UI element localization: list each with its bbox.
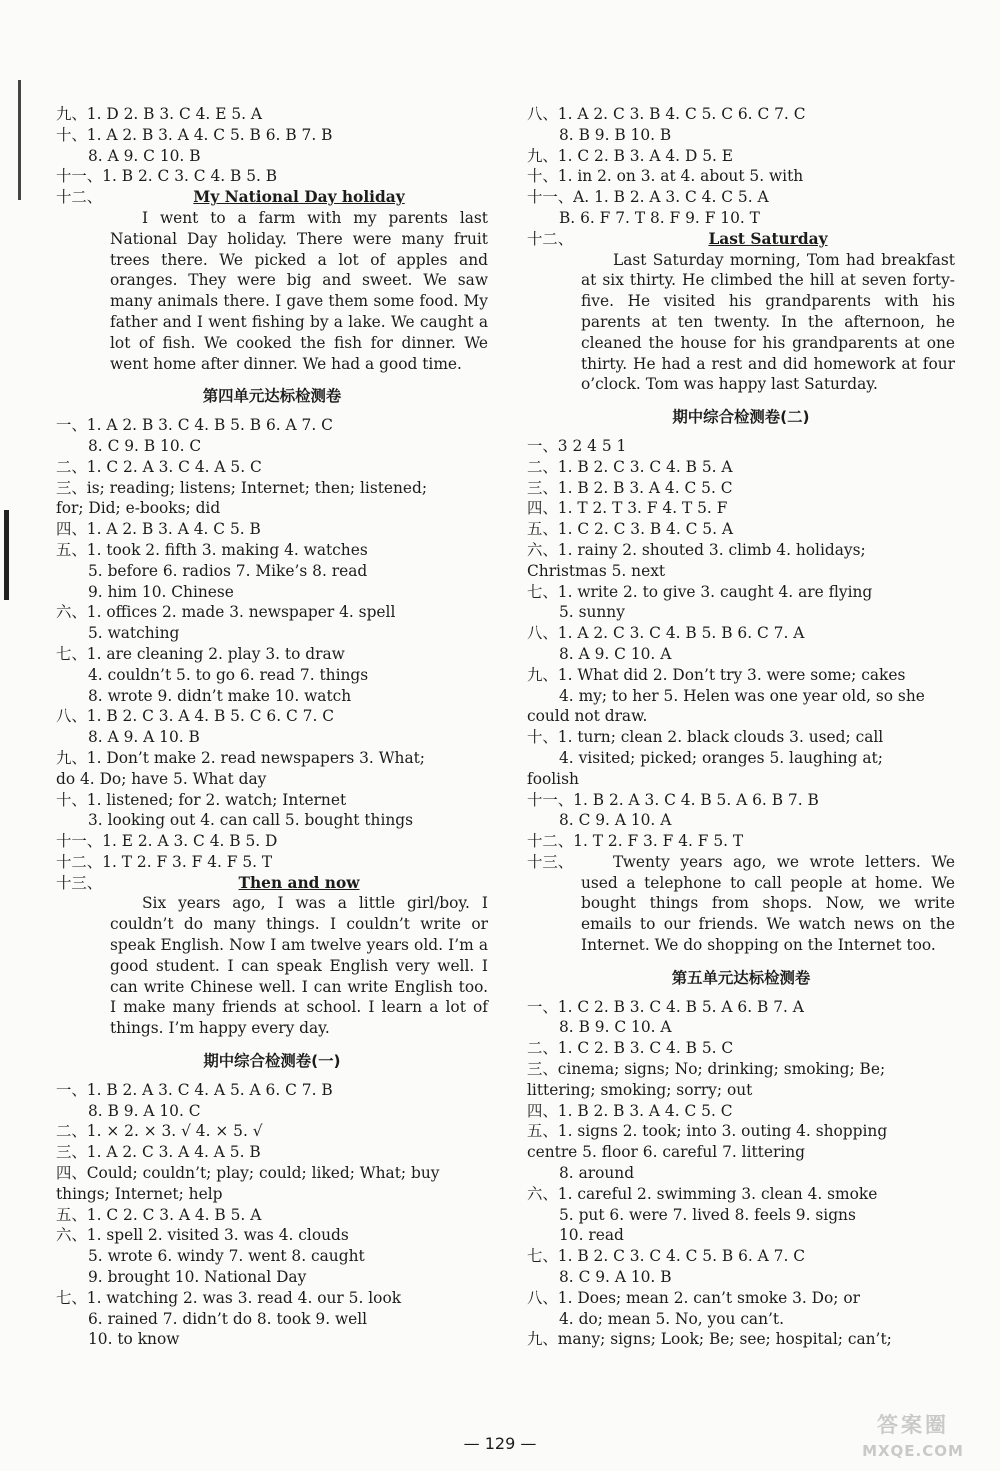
composition-header — [56, 187, 488, 208]
answer-line: 8. C 9. B 10. C — [88, 436, 202, 455]
answer-line: 七、1. are cleaning 2. play 3. to draw — [56, 644, 345, 663]
answer-line: 九、many; signs; Look; Be; see; hospital; can’t; — [527, 1330, 892, 1349]
answer-block — [527, 436, 955, 852]
answer-line: 九、1. Don’t make 2. read newspapers 3. What; — [56, 748, 425, 767]
answer-line: 七、1. write 2. to give 3. caught 4. are flying — [527, 582, 873, 601]
answer-line: Christmas 5. next — [527, 561, 666, 580]
answer-line: 二、1. × 2. × 3. √ 4. × 5. √ — [56, 1122, 263, 1141]
answer-line: 十、1. A 2. B 3. A 4. C 5. B 6. B 7. B — [56, 125, 333, 144]
answer-line: 一、1. A 2. B 3. C 4. B 5. B 6. A 7. C — [56, 416, 333, 435]
answer-line: 二、1. C 2. A 3. C 4. A 5. C — [56, 457, 262, 476]
answer-line: 三、is; reading; listens; Internet; then; listened; — [56, 478, 428, 497]
composition-text: Last Saturday morning, Tom had breakfast at six thirty. He climbed the hill at seven forty-five. He visited his grandparents with his parents at ten twenty. In the afternoon, he cleaned the house for his grandparents at one thirty. He had a rest and did homework at four o’clock. Tom was happy last Saturday. — [581, 250, 955, 394]
answer-line: 九、1. What did 2. Don’t try 3. were some; cakes — [527, 665, 906, 684]
binding-mark — [4, 510, 9, 600]
answer-line: 六、1. spell 2. visited 3. was 4. clouds — [56, 1226, 349, 1245]
answer-line: 8. B 9. A 10. C — [88, 1101, 201, 1120]
page-number: — 129 — — [463, 1434, 537, 1453]
answer-line: 一、1. C 2. B 3. C 4. B 5. A 6. B 7. A — [527, 997, 804, 1016]
composition-header — [527, 229, 955, 250]
composition-title: Then and now — [238, 873, 360, 892]
section-title: 第五单元达标检测卷 — [671, 968, 811, 987]
answer-line: 4. do; mean 5. No, you can’t. — [559, 1309, 784, 1328]
answer-line: 一、3 2 4 5 1 — [527, 436, 627, 455]
answer-line: 4. visited; picked; oranges 5. laughing at; — [559, 748, 883, 767]
answer-line: 8. B 9. C 10. A — [559, 1018, 672, 1037]
answer-block — [56, 1080, 488, 1350]
answer-line: 5. sunny — [559, 603, 625, 622]
answer-block — [527, 997, 955, 1351]
answer-line: 一、1. B 2. A 3. C 4. A 5. A 6. C 7. B — [56, 1080, 333, 1099]
answer-line: 5. wrote 6. windy 7. went 8. caught — [88, 1247, 365, 1266]
answer-line: 六、1. rainy 2. shouted 3. climb 4. holidays; — [527, 540, 866, 559]
answer-line: 8. B 9. B 10. B — [559, 125, 672, 144]
answer-line: 5. watching — [88, 624, 180, 643]
answer-line: 三、1. A 2. C 3. A 4. A 5. B — [56, 1143, 261, 1162]
section-title: 期中综合检测卷(二) — [672, 408, 810, 427]
answer-line: 3. looking out 4. can call 5. bought things — [88, 811, 414, 830]
answer-line: 十二、1. T 2. F 3. F 4. F 5. T — [527, 832, 744, 851]
answer-line: 8. wrote 9. didn’t make 10. watch — [88, 686, 352, 705]
answer-line: 十二、1. T 2. F 3. F 4. F 5. T — [56, 852, 273, 871]
answer-line: 四、Could; couldn’t; play; could; liked; What; buy — [56, 1164, 440, 1183]
answer-line: 十一、1. B 2. C 3. C 4. B 5. B — [56, 167, 278, 186]
answer-line: 五、1. signs 2. took; into 3. outing 4. shopping — [527, 1122, 888, 1141]
section-title: 第四单元达标检测卷 — [202, 387, 342, 406]
answer-line: 四、1. A 2. B 3. A 4. C 5. B — [56, 520, 261, 539]
answer-line: 5. before 6. radios 7. Mike’s 8. read — [88, 561, 368, 580]
composition-title: My National Day holiday — [193, 188, 405, 207]
composition-text: I went to a farm with my parents last National Day holiday. There were many fruit trees there. We picked a lot of apples and oranges. They were big and sweet. We saw many animals there. I gave them some food. My father and I went fishing by a lake. We caught a lot of fish. We cooked the fish for dinner. We went home after dinner. We had a good time. — [110, 208, 488, 373]
answer-line: 二、1. C 2. B 3. C 4. B 5. C — [527, 1039, 734, 1058]
answer-line: 9. brought 10. National Day — [88, 1268, 307, 1287]
left-column — [56, 104, 488, 1350]
answer-line: 三、1. B 2. B 3. A 4. C 5. C — [527, 478, 733, 497]
answer-line: B. 6. F 7. T 8. F 9. F 10. T — [559, 208, 760, 227]
composition-text: Twenty years ago, we wrote letters. We used a telephone to call people at home. We bought things from shops. Now, we write emails to our friends. We watch news on the Internet. We do shopping on the Internet too. — [581, 852, 955, 955]
question-number: 十三、 — [527, 852, 574, 871]
watermark-text: 答案圈 — [877, 1413, 949, 1437]
answer-line: 4. couldn’t 5. to go 6. read 7. things — [88, 665, 369, 684]
answer-line: 八、1. A 2. C 3. C 4. B 5. B 6. C 7. A — [527, 624, 805, 643]
answer-line: 10. to know — [88, 1330, 180, 1349]
answer-line: 10. read — [559, 1226, 624, 1245]
composition-header — [56, 873, 488, 894]
answer-line: 8. around — [559, 1164, 635, 1183]
answer-line: 6. rained 7. didn’t do 8. took 9. well — [88, 1309, 368, 1328]
answer-line: things; Internet; help — [56, 1184, 223, 1203]
answer-line: for; Did; e-books; did — [56, 499, 221, 518]
answer-line: 8. C 9. A 10. A — [559, 811, 672, 830]
question-number: 十二、 — [527, 229, 574, 248]
answer-line: 八、1. Does; mean 2. can’t smoke 3. Do; or — [527, 1288, 860, 1307]
composition-header — [527, 852, 955, 956]
answer-line: 8. A 9. C 10. B — [88, 146, 201, 165]
answer-line: 8. A 9. C 10. A — [559, 644, 672, 663]
answer-block — [56, 415, 488, 873]
answer-line: 十一、1. B 2. A 3. C 4. B 5. A 6. B 7. B — [527, 790, 819, 809]
answer-line: 8. A 9. A 10. B — [88, 728, 200, 747]
answer-line: 七、1. B 2. C 3. C 4. C 5. B 6. A 7. C — [527, 1247, 806, 1266]
answer-line: 十、1. in 2. on 3. at 4. about 5. with — [527, 167, 804, 186]
answer-line: 三、cinema; signs; No; drinking; smoking; Be; — [527, 1060, 886, 1079]
answer-line: 十一、A. 1. B 2. A 3. C 4. C 5. A — [527, 188, 769, 207]
answer-line: 八、1. A 2. C 3. B 4. C 5. C 6. C 7. C — [527, 105, 806, 123]
answer-line: 8. C 9. A 10. B — [559, 1268, 672, 1287]
right-column — [527, 104, 955, 1350]
answer-line: 五、1. C 2. C 3. B 4. C 5. A — [527, 520, 733, 539]
answer-line: 九、1. D 2. B 3. C 4. E 5. A — [56, 105, 263, 123]
watermark-logo — [848, 1412, 978, 1464]
answer-line: 十一、1. E 2. A 3. C 4. B 5. D — [56, 832, 278, 851]
answer-line: 4. my; to her 5. Helen was one year old, so she — [559, 686, 925, 705]
answer-line: 五、1. C 2. C 3. A 4. B 5. A — [56, 1205, 262, 1224]
answer-line: 十、1. turn; clean 2. black clouds 3. used; call — [527, 728, 884, 747]
composition-title: Last Saturday — [708, 229, 828, 248]
answer-line: 五、1. took 2. fifth 3. making 4. watches — [56, 540, 368, 559]
answer-line: littering; smoking; sorry; out — [527, 1080, 753, 1099]
answer-line: centre 5. floor 6. careful 7. littering — [527, 1143, 806, 1162]
question-number: 十二、 — [56, 188, 103, 207]
section-title: 期中综合检测卷(一) — [203, 1052, 341, 1071]
answer-line: 四、1. B 2. B 3. A 4. C 5. C — [527, 1101, 733, 1120]
answer-line: 十、1. listened; for 2. watch; Internet — [56, 790, 347, 809]
answer-block — [56, 104, 488, 187]
answer-line: 六、1. careful 2. swimming 3. clean 4. smoke — [527, 1184, 878, 1203]
answer-line: 九、1. C 2. B 3. A 4. D 5. E — [527, 146, 734, 165]
answer-line: 八、1. B 2. C 3. A 4. B 5. C 6. C 7. C — [56, 707, 335, 726]
binding-mark — [18, 80, 21, 200]
answer-line: 四、1. T 2. T 3. F 4. T 5. F — [527, 499, 728, 518]
question-number: 十三、 — [56, 873, 103, 892]
composition-text: Six years ago, I was a little girl/boy. I couldn’t do many things. I couldn’t write or speak English. Now I am twelve years old. I’m a good student. I can speak English very well. I can write Chinese well. I can write English too. I make many friends at school. I learn a lot of things. I’m happy every day. — [110, 894, 488, 1038]
answer-line: 9. him 10. Chinese — [88, 582, 234, 601]
answer-line: 5. put 6. were 7. lived 8. feels 9. signs — [559, 1205, 856, 1224]
answer-line: do 4. Do; have 5. What day — [56, 769, 267, 788]
answer-block — [527, 104, 955, 229]
answer-line: 七、1. watching 2. was 3. read 4. our 5. look — [56, 1288, 402, 1307]
answer-line: foolish — [527, 769, 579, 788]
answer-line: 六、1. offices 2. made 3. newspaper 4. spell — [56, 603, 396, 622]
watermark-url: MXQE.COM — [862, 1442, 964, 1460]
answer-line: could not draw. — [527, 707, 648, 726]
answer-line: 二、1. B 2. C 3. C 4. B 5. A — [527, 457, 733, 476]
